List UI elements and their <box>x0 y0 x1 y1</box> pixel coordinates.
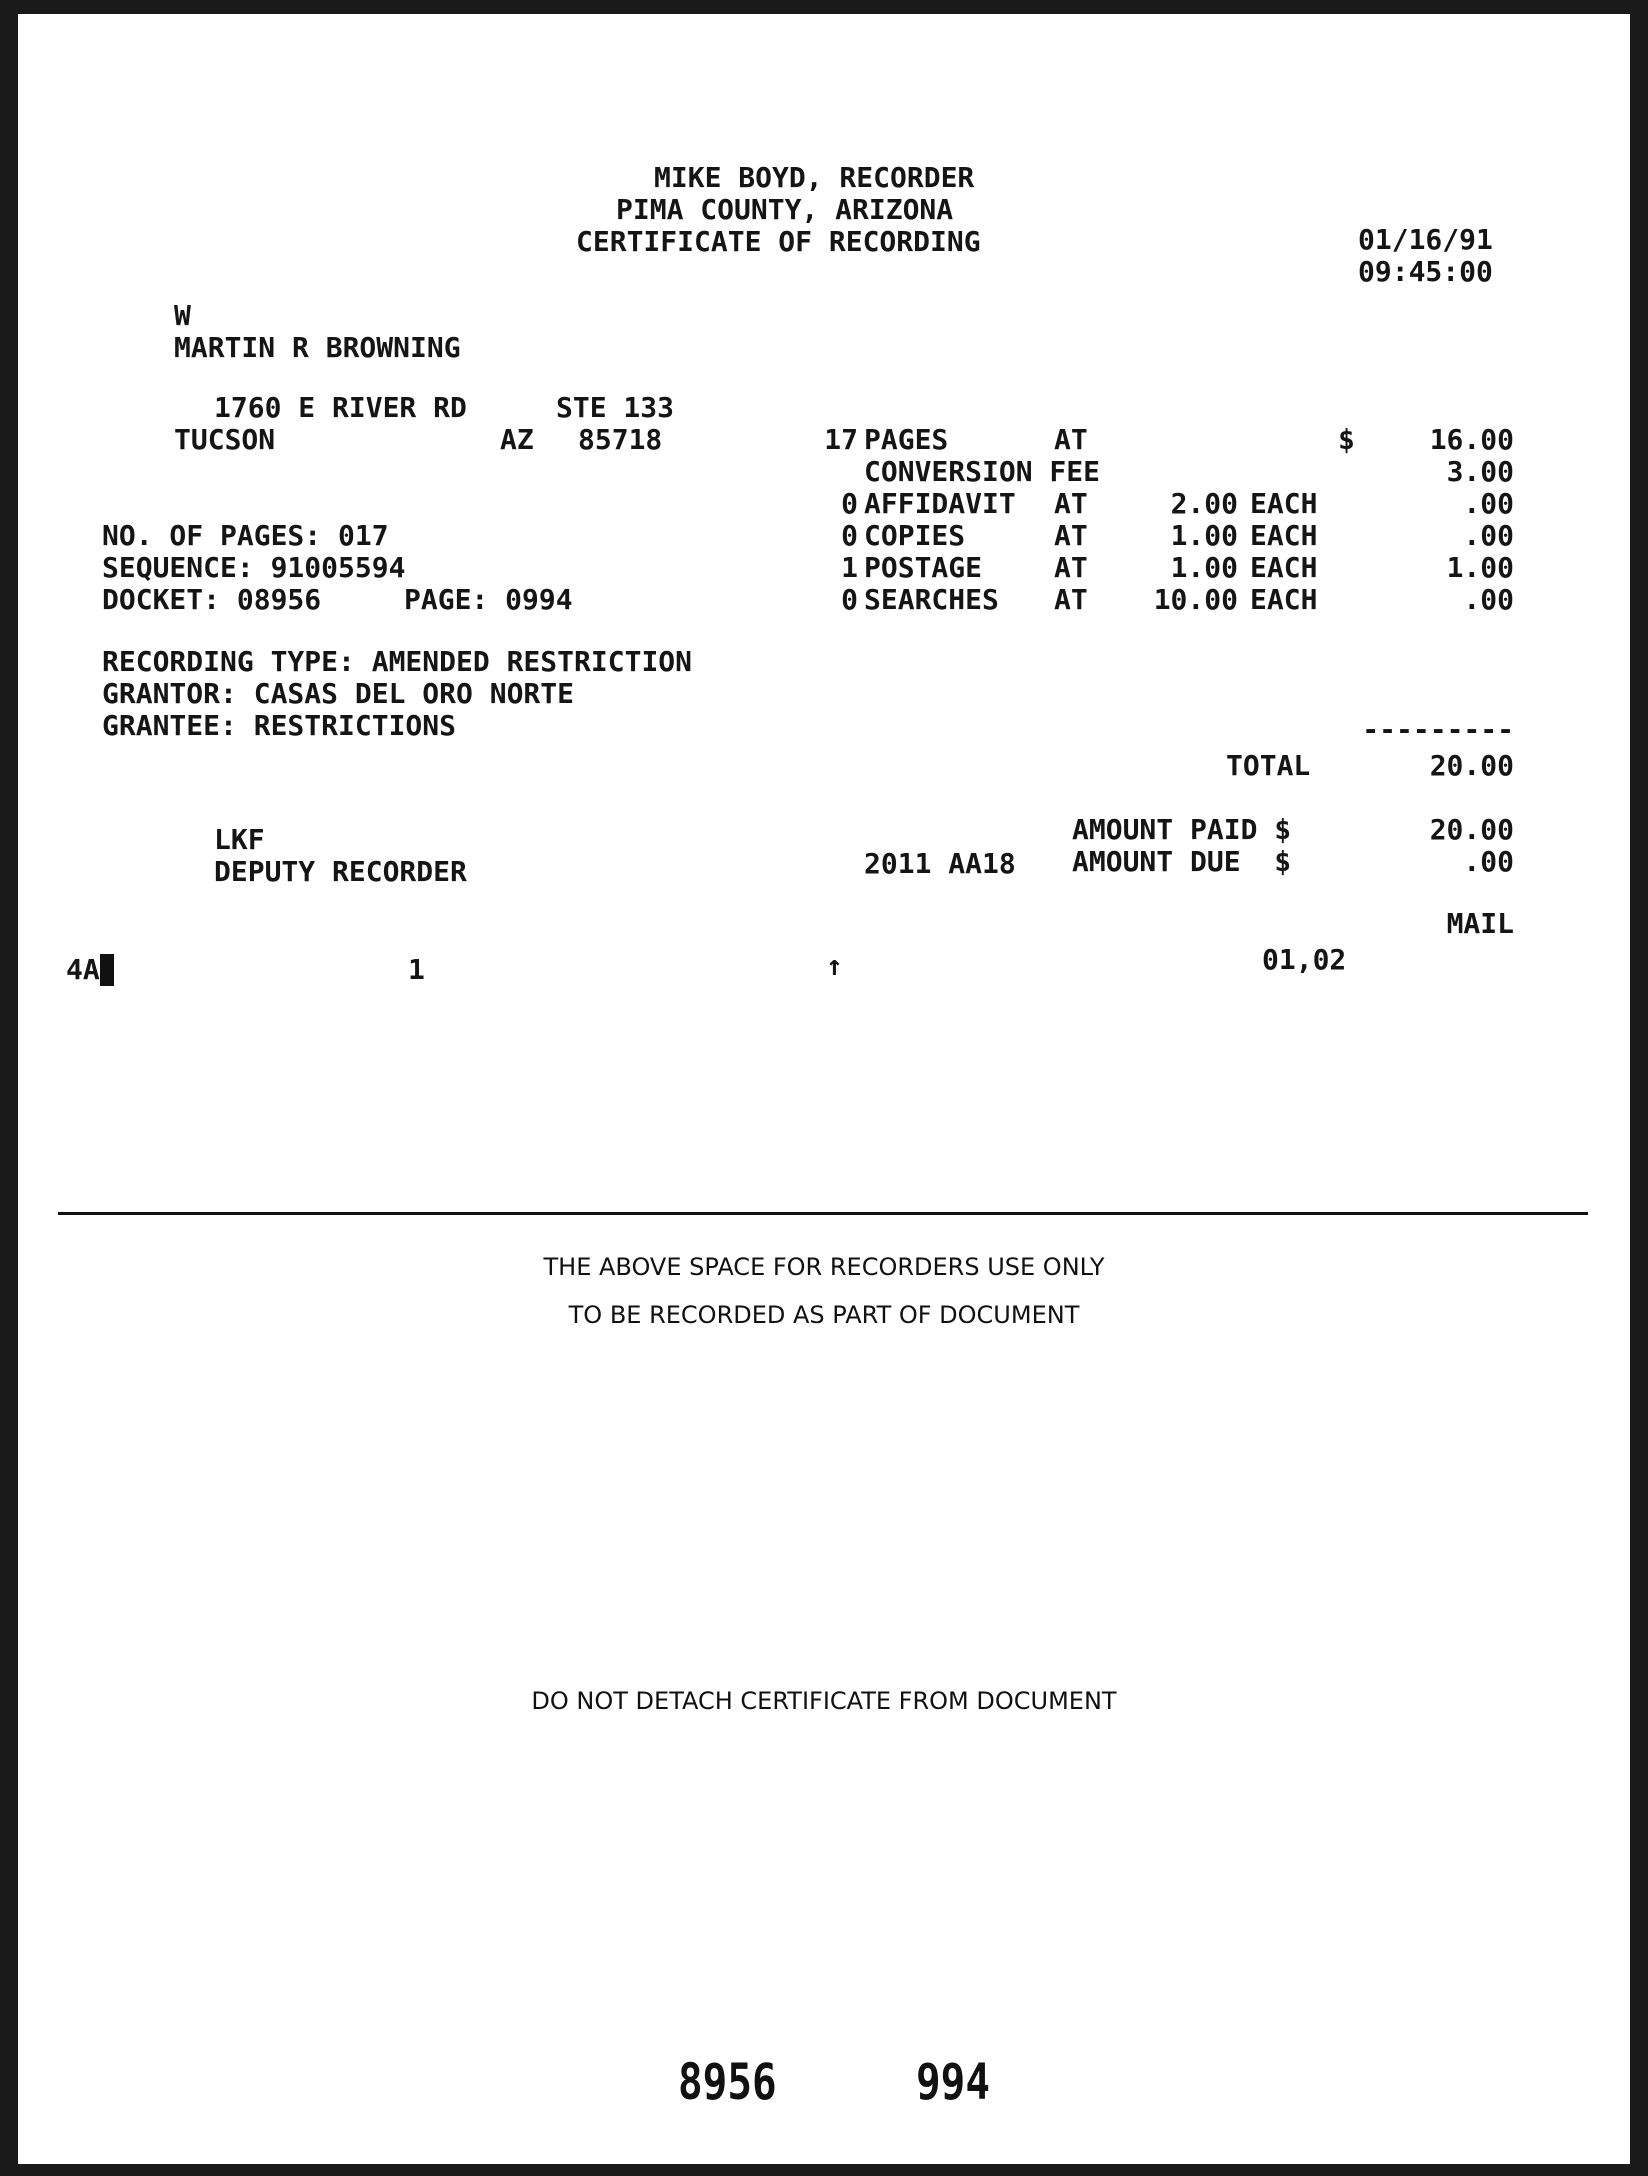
footer-code-mid1: 1 <box>408 953 425 986</box>
fee-each: EACH <box>1250 551 1318 584</box>
docket-number: DOCKET: 08956 <box>102 583 322 616</box>
fee-at: AT <box>1054 551 1088 584</box>
fee-rate: 1.00 <box>1170 519 1238 552</box>
ink-block <box>100 954 114 986</box>
recorder-space-divider <box>58 1212 1588 1215</box>
fee-item: POSTAGE <box>864 551 983 584</box>
fee-qty: 0 <box>841 487 858 520</box>
certificate-title: CERTIFICATE OF RECORDING <box>576 225 981 258</box>
record-time: 09:45:00 <box>1358 255 1493 288</box>
page-number: PAGE: 0994 <box>404 583 573 616</box>
stamp-docket: 8956 <box>678 2053 777 2111</box>
record-date: 01/16/91 <box>1358 223 1493 256</box>
notice-do-not-detach: DO NOT DETACH CERTIFICATE FROM DOCUMENT <box>531 1687 1117 1715</box>
fee-at: AT <box>1054 583 1088 616</box>
addressee-code: W <box>174 299 191 332</box>
fee-item: PAGES <box>864 423 949 456</box>
amount-paid-label: AMOUNT PAID $ <box>1072 813 1292 846</box>
fee-rate: 10.00 <box>1153 583 1238 616</box>
recorder-name: MIKE BOYD, RECORDER <box>654 161 975 194</box>
fee-dollar: $ <box>1338 423 1355 456</box>
fee-item: AFFIDAVIT <box>864 487 1016 520</box>
fee-each: EACH <box>1250 519 1318 552</box>
footer-code-left: 4A <box>66 953 100 986</box>
notice-recorders-use: THE ABOVE SPACE FOR RECORDERS USE ONLY <box>543 1253 1105 1281</box>
fee-qty: 1 <box>841 551 858 584</box>
fee-rate: 2.00 <box>1170 487 1238 520</box>
fee-item: SEARCHES <box>864 583 999 616</box>
addressee-suite: STE 133 <box>556 391 675 424</box>
fee-rate: 1.00 <box>1170 551 1238 584</box>
fee-qty: 0 <box>841 583 858 616</box>
footer-code-mid2: ↑ <box>826 949 843 982</box>
fee-qty: 17 <box>824 423 858 456</box>
grantee: GRANTEE: RESTRICTIONS <box>102 709 457 742</box>
fee-item: COPIES <box>864 519 966 552</box>
footer-code-right: 01,02 <box>1262 943 1347 976</box>
payment-method: MAIL <box>1446 907 1514 940</box>
amount-due: .00 <box>1463 845 1514 878</box>
total-separator: --------- <box>1362 713 1514 746</box>
grantor: GRANTOR: CASAS DEL ORO NORTE <box>102 677 575 710</box>
addressee-street: 1760 E RIVER RD <box>214 391 467 424</box>
fee-amount: 3.00 <box>1446 455 1514 488</box>
fee-amount: .00 <box>1463 519 1514 552</box>
fee-item: CONVERSION FEE <box>864 455 1101 488</box>
fee-at: AT <box>1054 487 1088 520</box>
fee-each: EACH <box>1250 583 1318 616</box>
addressee-city: TUCSON <box>174 423 276 456</box>
deputy-title: DEPUTY RECORDER <box>214 855 467 888</box>
fee-at: AT <box>1054 519 1088 552</box>
sequence-number: SEQUENCE: 91005594 <box>102 551 406 584</box>
fee-amount: .00 <box>1463 583 1514 616</box>
notice-part-of-document: TO BE RECORDED AS PART OF DOCUMENT <box>568 1301 1080 1329</box>
addressee-state: AZ <box>500 423 534 456</box>
stamp-page: 994 <box>916 2053 991 2111</box>
total-amount: 20.00 <box>1429 749 1514 782</box>
amount-paid: 20.00 <box>1429 813 1514 846</box>
number-of-pages: NO. OF PAGES: 017 <box>102 519 389 552</box>
total-label: TOTAL <box>1226 749 1311 782</box>
amount-due-label: AMOUNT DUE $ <box>1072 845 1292 878</box>
fee-amount: .00 <box>1463 487 1514 520</box>
document-page <box>18 14 1630 2164</box>
addressee-zip: 85718 <box>578 423 663 456</box>
county-state: PIMA COUNTY, ARIZONA <box>616 193 954 226</box>
recording-type: RECORDING TYPE: AMENDED RESTRICTION <box>102 645 693 678</box>
fee-at: AT <box>1054 423 1088 456</box>
deputy-initials: LKF <box>214 823 265 856</box>
addressee-name: MARTIN R BROWNING <box>174 331 461 364</box>
station-code: 2011 AA18 <box>864 847 1016 880</box>
fee-each: EACH <box>1250 487 1318 520</box>
fee-amount: 1.00 <box>1446 551 1514 584</box>
fee-amount: 16.00 <box>1429 423 1514 456</box>
fee-qty: 0 <box>841 519 858 552</box>
